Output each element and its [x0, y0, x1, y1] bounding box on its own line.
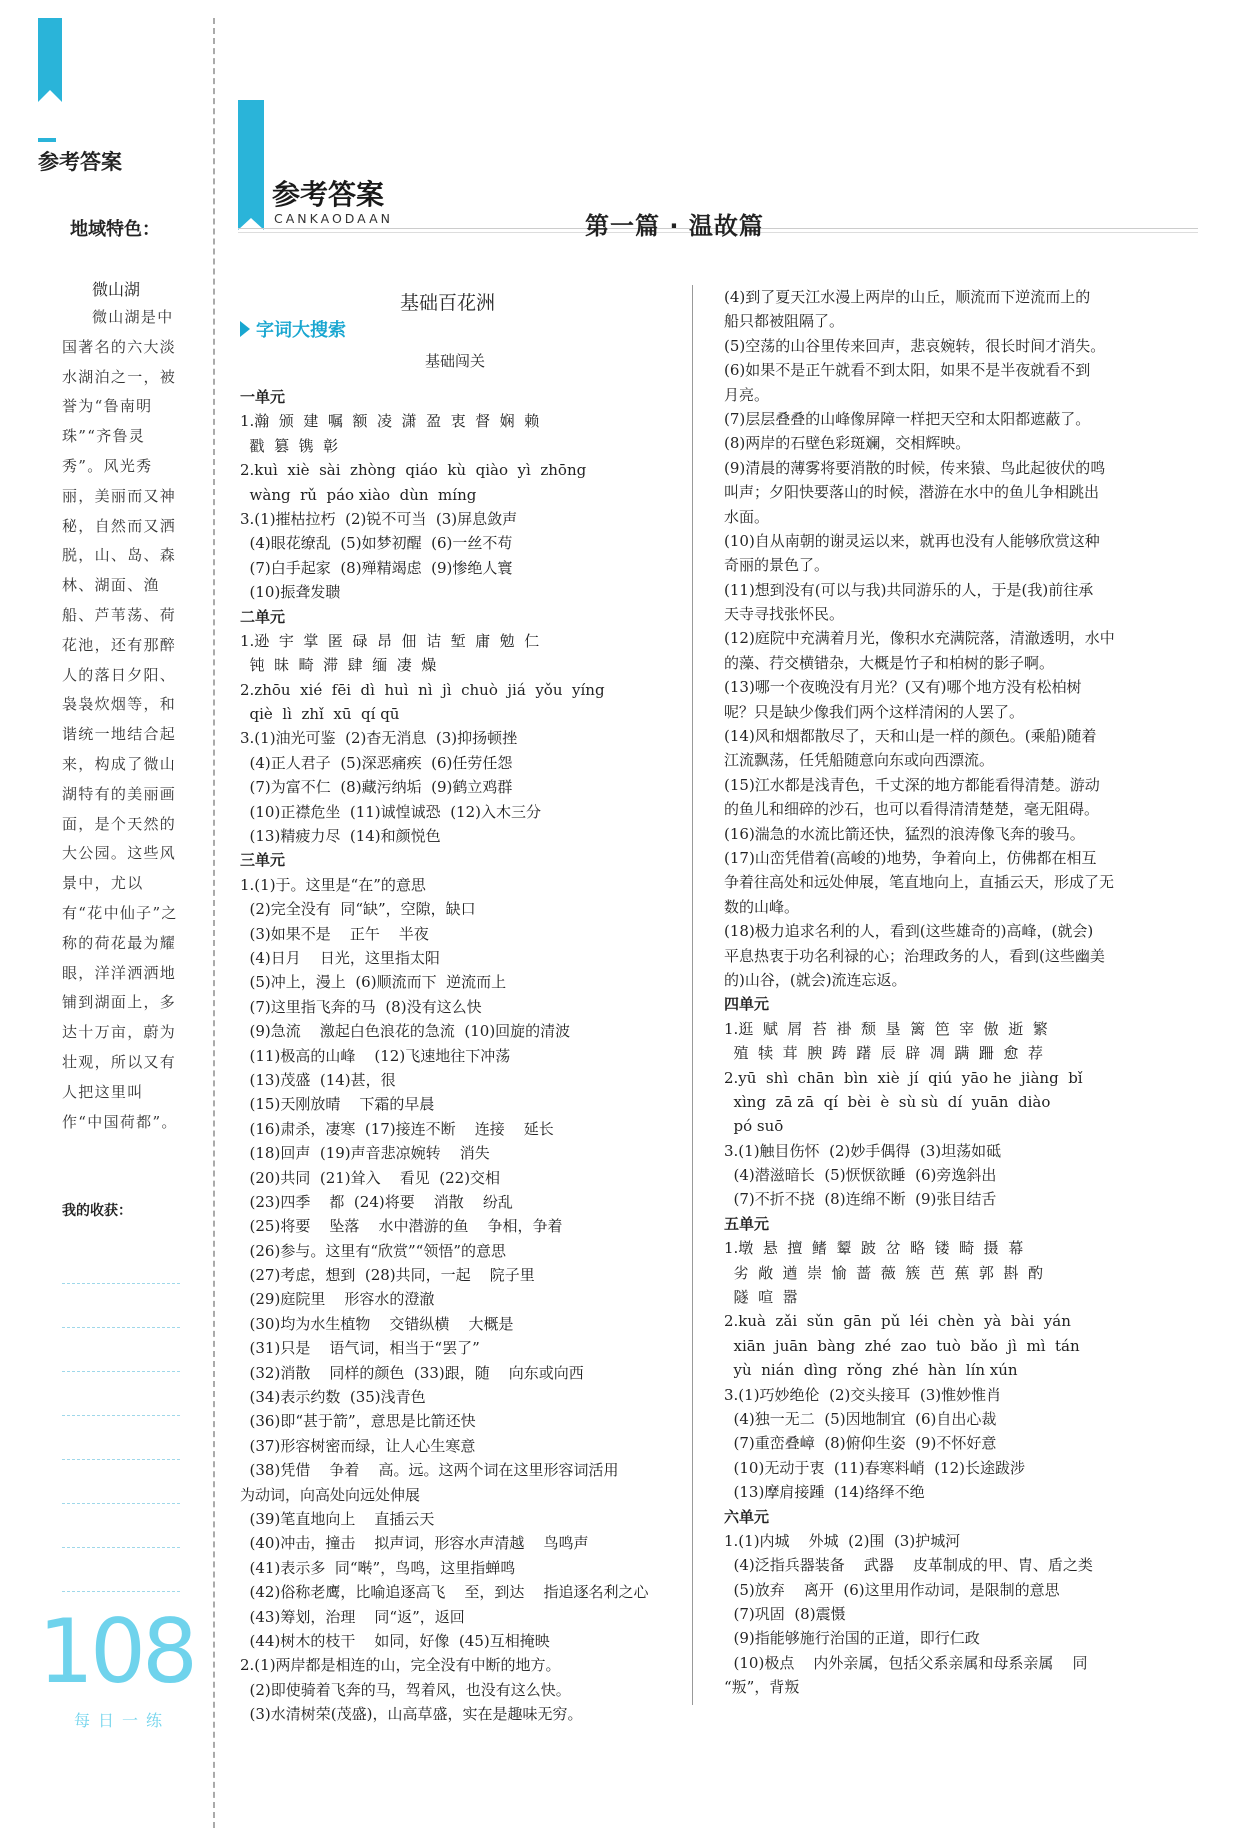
answer-line: 江流飘荡，任凭船随意向东或向西漂流。	[724, 751, 995, 770]
answer-line: (20)共同 (21)耸入 看见 (22)交相	[240, 1168, 501, 1187]
answer-line: (9)指能够施行治国的正道，即行仁政	[724, 1629, 980, 1648]
answer-line: (9)清晨的薄雾将要消散的时候，传来猿、鸟此起彼伏的鸣	[724, 458, 1106, 477]
answer-line: 戳 篡 镌 彰	[240, 436, 339, 455]
answer-line: xìng zā zā qí bèi è sù sù dí yuān diào	[724, 1092, 1051, 1111]
answer-line: (43)筹划，治理 同“返”，返回	[240, 1607, 465, 1626]
answer-line: 殖 犊 茸 腴 踌 躇 辰 辟 凋 蹒 跚 愈 荐	[724, 1044, 1043, 1063]
answer-line: (3)水清树荣(茂盛)，山高草盛，实在是趣味无穷。	[240, 1705, 583, 1724]
answer-line: (5)放弃 离开 (6)这里用作动词，是限制的意思	[724, 1580, 1060, 1599]
answer-line: “叛”，背叛	[724, 1678, 800, 1697]
answer-line: 1.逛 赋 屑 苔 褂 颓 垦 篱 笆 宰 傲 逝 繁	[724, 1019, 1048, 1038]
answer-line: (13)哪一个夜晚没有月光？(又有)哪个地方没有松柏树	[724, 678, 1082, 697]
answer-line: (9)急流 激起白色浪花的急流 (10)回旋的清波	[240, 1022, 571, 1041]
lake-description: 微山湖是中国著名的六大淡水湖泊之一，被誉为“鲁南明珠”“齐鲁灵秀”。风光秀丽，美丽而又神秘，自然而又洒脱，山、岛、森林、湖面、渔船、芦苇荡、荷花池，还有那醉人的落日夕阳、袅袅炊烟等，和谐统一地结合起来，构成了微山湖特有的美丽画面，是个天然的大公园。这些风景中，尤以有“花中仙子”之称的荷花最为耀眼，洋洋洒洒地铺到湖面上，多达十万亩，蔚为壮观，所以又有人把这里叫作“中国荷都”。	[62, 308, 178, 1131]
answer-line: 争着往高处和远处伸展，笔直地向上，直插云天，形成了无	[724, 873, 1115, 892]
answer-line: 3.(1)摧枯拉朽 (2)锐不可当 (3)屏息敛声	[240, 509, 518, 528]
category-tag: 字词大搜索	[240, 316, 346, 342]
answer-line: (40)冲击，撞击 拟声词，形容水声清越 鸟鸣声	[240, 1534, 589, 1553]
answer-line: (27)考虑，想到 (28)共同，一起 院子里	[240, 1266, 535, 1285]
answer-line: 1.逊 宇 掌 匿 碌 昂 佃 诘 堑 庸 勉 仁	[240, 631, 540, 650]
answer-line: (16)肃杀，凄寒 (17)接连不断 连接 延长	[240, 1119, 554, 1138]
answer-line: pó suō	[724, 1117, 784, 1136]
answer-line: (13)精疲力尽 (14)和颜悦色	[240, 827, 441, 846]
answer-line: 2.kuì xiè sài zhòng qiáo kù qiào yì zhōng	[240, 461, 587, 480]
sidebar-accent-bar	[38, 18, 62, 90]
answer-line: (7)重峦叠嶂 (8)俯仰生姿 (9)不怀好意	[724, 1434, 997, 1453]
answer-line: qiè lì zhǐ xū qí qū	[240, 705, 400, 724]
answer-line: 3.(1)触目伤怀 (2)妙手偶得 (3)坦荡如砥	[724, 1141, 1002, 1160]
answer-line: (18)极力追求名利的人，看到(这些雄奇的)高峰，(就会)	[724, 922, 1094, 941]
content-heading: 基础百花洲	[400, 292, 496, 314]
daily-practice-label: 每日一练	[74, 1711, 171, 1730]
answer-line: (10)自从南朝的谢灵运以来，就再也没有人能够欣赏这种	[724, 531, 1100, 550]
region-label: 地域特色：	[70, 219, 160, 240]
answer-line: (2)完全没有 同“缺”，空隙，缺口	[240, 900, 476, 919]
answer-line: (36)即“甚于箭”，意思是比箭还快	[240, 1412, 476, 1431]
answer-line: (3)如果不是 正午 半夜	[240, 924, 429, 943]
answer-line: (4)独一无二 (5)因地制宜 (6)自出心裁	[724, 1409, 997, 1428]
answer-line: (4)潜滋暗长 (5)恹恹欲睡 (6)旁逸斜出	[724, 1166, 997, 1185]
answer-line: (10)无动于衷 (11)春寒料峭 (12)长途跋涉	[724, 1458, 1025, 1477]
answer-line: 1.(1)于。这里是“在”的意思	[240, 875, 426, 894]
harvest-writing-lines	[62, 1240, 180, 1592]
answer-line: (37)形容树密而绿，让人心生寒意	[240, 1436, 476, 1455]
sidebar	[0, 0, 215, 1839]
answer-line: (25)将要 坠落 水中潜游的鱼 争相，争着	[240, 1217, 563, 1236]
answer-line: (44)树木的枝干 如同，好像 (45)互相掩映	[240, 1631, 550, 1650]
answer-line: (26)参与。这里有“欣赏”“领悟”的意思	[240, 1241, 507, 1260]
answer-line: 2.yū shì chān bìn xiè jí qiú yāo he jiàng bǐ	[724, 1068, 1083, 1087]
answer-line: (14)风和烟都散尽了，天和山是一样的颜色。(乘船)随着	[724, 727, 1097, 746]
answer-line: (4)眼花缭乱 (5)如梦初醒 (6)一丝不苟	[240, 534, 513, 553]
answer-line: 的)山谷，(就会)流连忘返。	[724, 970, 907, 989]
answer-line: (8)两岸的石壁色彩斑斓，交相辉映。	[724, 434, 971, 453]
answer-line: (7)巩固 (8)震慑	[724, 1605, 846, 1624]
answer-line: (39)笔直地向上 直插云天	[240, 1509, 435, 1528]
answer-column-left	[240, 385, 648, 1726]
answer-line: 的鱼儿和细碎的沙石，也可以看得清清楚楚，毫无阻碍。	[724, 800, 1100, 819]
column-divider	[692, 285, 693, 1705]
answer-line: wàng rǔ páo xiào dùn míng	[240, 485, 477, 504]
answer-line: 船只都被阻隔了。	[724, 312, 845, 331]
answer-line: (4)正人君子 (5)深恶痛疾 (6)任劳任怨	[240, 753, 513, 772]
answer-line: 平息热衷于功名利禄的心；治理政务的人，看到(这些幽美	[724, 946, 1105, 965]
header-accent-bar	[238, 100, 264, 218]
answer-line: 2.zhōu xié fēi dì huì nì jì chuò jiá yǒu yíng	[240, 680, 605, 699]
lake-title: 微山湖	[92, 280, 141, 299]
answer-line: 劣 敞 遒 崇 愉 蔷 薇 簇 芭 蕉 郭 斟 酌	[724, 1263, 1043, 1282]
binding-dashed-line	[213, 18, 215, 1828]
answer-line: yù nián dìng rǒng zhé hàn lín xún	[724, 1361, 1018, 1380]
answer-line: (15)江水都是浅青色，千丈深的地方都能看得清楚。游动	[724, 775, 1100, 794]
answer-line: 1.瀚 颁 建 嘱 额 凌 潇 盈 衷 督 娴 赖	[240, 412, 540, 431]
answer-line: (15)天刚放晴 下霜的早晨	[240, 1095, 435, 1114]
page-number: 108	[38, 1600, 194, 1703]
answer-line: (32)消散 同样的颜色 (33)跟，随 向东或向西	[240, 1363, 584, 1382]
answer-line: 的藻、荇交横错杂，大概是竹子和柏树的影子啊。	[724, 653, 1055, 672]
answer-line: (30)均为水生植物 交错纵横 大概是	[240, 1314, 514, 1333]
answer-line: (7)白手起家 (8)殚精竭虑 (9)惨绝人寰	[240, 558, 513, 577]
answer-line: (13)摩肩接踵 (14)络绎不绝	[724, 1483, 925, 1502]
harvest-label: 我的收获：	[62, 1203, 132, 1219]
answer-line: 钝 昧 畸 滞 肆 缅 凄 燥	[240, 656, 437, 675]
answer-line: (7)层层叠叠的山峰像屏障一样把天空和太阳都遮蔽了。	[724, 409, 1091, 428]
answer-line: (4)泛指兵器装备 武器 皮革制成的甲、胄、盾之类	[724, 1556, 1093, 1575]
answer-line: (11)极高的山峰 (12)飞速地往下冲荡	[240, 1046, 511, 1065]
answer-line: 2.kuà zǎi sǔn gān pǔ léi chèn yà bài yán	[724, 1312, 1071, 1331]
answer-line: (12)庭院中充满着月光，像积水充满院落，清澈透明，水中	[724, 629, 1115, 648]
answer-line: 2.(1)两岸都是相连的山，完全没有中断的地方。	[240, 1656, 561, 1675]
answer-line: 三单元	[240, 851, 286, 870]
answer-line: (2)即使骑着飞奔的马，驾着风，也没有这么快。	[240, 1680, 571, 1699]
answer-line: 为动词，向高处向远处伸展	[240, 1485, 421, 1504]
answer-line: (31)只是 语气词，相当于“罢了”	[240, 1339, 480, 1358]
answer-line: (41)表示多 同“啭”，鸟鸣，这里指蝉鸣	[240, 1558, 516, 1577]
section-title: 第一篇 · 温故篇	[585, 212, 764, 240]
answer-line: 1.墩 悬 擅 鳍 颦 跛 岔 略 镂 畸 摄 幕	[724, 1239, 1024, 1258]
header-title: 参考答案	[272, 178, 385, 211]
answer-line: (29)庭院里 形容水的澄澈	[240, 1290, 435, 1309]
answer-line: 水面。	[724, 507, 770, 526]
answer-line: (18)回声 (19)声音悲凉婉转 消失	[240, 1144, 490, 1163]
answer-line: (4)到了夏天江水漫上两岸的山丘，顺流而下逆流而上的	[724, 288, 1091, 306]
sidebar-title: 参考答案	[38, 150, 122, 174]
header-subtitle: CANKAODAAN	[274, 211, 393, 226]
answer-line: 3.(1)巧妙绝伦 (2)交头接耳 (3)惟妙惟肖	[724, 1385, 1002, 1404]
answer-line: 1.(1)内城 外城 (2)围 (3)护城河	[724, 1531, 961, 1550]
answer-line: (10)极点 内外亲属，包括父系亲属和母系亲属 同	[724, 1653, 1088, 1672]
answer-line: 二单元	[240, 607, 286, 626]
answer-column-right	[724, 285, 1115, 1700]
answer-line: (10)正襟危坐 (11)诚惶诚恐 (12)入木三分	[240, 802, 541, 821]
answer-line: 月亮。	[724, 385, 770, 404]
answer-line: (7)这里指飞奔的马 (8)没有这么快	[240, 997, 482, 1016]
answer-line: (17)山峦凭借着(高峻的)地势，争着向上，仿佛都在相互	[724, 848, 1097, 867]
answer-line: (6)如果不是正午就看不到太阳，如果不是半夜就看不到	[724, 361, 1091, 380]
answer-line: 隧 喧 嚣	[724, 1288, 798, 1307]
answer-line: (11)想到没有(可以与我)共同游乐的人，于是(我)前往承	[724, 580, 1094, 599]
answer-line: (38)凭借 争着 高。远。这两个词在这里形容词活用	[240, 1461, 619, 1480]
answer-line: (16)湍急的水流比箭还快，猛烈的浪涛像飞奔的骏马。	[724, 824, 1085, 843]
answer-line: 数的山峰。	[724, 897, 800, 916]
answer-line: (7)为富不仁 (8)藏污纳垢 (9)鹤立鸡群	[240, 778, 513, 797]
answer-line: (5)冲上，漫上 (6)顺流而下 逆流而上	[240, 973, 507, 992]
answer-line: (10)振聋发聩	[240, 583, 341, 602]
sidebar-dash	[38, 138, 56, 142]
answer-line: (34)表示约数 (35)浅青色	[240, 1388, 426, 1407]
answer-line: 六单元	[724, 1507, 770, 1526]
answer-line: 呢？只是缺少像我们两个这样清闲的人罢了。	[724, 702, 1025, 721]
answer-line: 五单元	[724, 1214, 770, 1233]
answer-line: (7)不折不挠 (8)连绵不断 (9)张目结舌	[724, 1190, 997, 1209]
answer-line: (4)日月 日光，这里指太阳	[240, 948, 440, 967]
answer-line: 一单元	[240, 388, 286, 406]
answer-line: xiān juān bàng zhé zao tuò bǎo jì mì tán	[724, 1336, 1080, 1355]
answer-line: (13)茂盛 (14)甚，很	[240, 1070, 396, 1089]
answer-line: (42)俗称老鹰，比喻追逐高飞 至，到达 指追逐名利之心	[240, 1583, 649, 1602]
answer-line: 叫声；夕阳快要落山的时候，潜游在水中的鱼儿争相跳出	[724, 483, 1100, 502]
content-subheading: 基础闯关	[425, 352, 486, 370]
answer-line: (5)空荡的山谷里传来回声，悲哀婉转，很长时间才消失。	[724, 336, 1106, 355]
answer-line: 3.(1)油光可鉴 (2)杳无消息 (3)抑扬顿挫	[240, 729, 518, 748]
answer-line: (23)四季 都 (24)将要 消散 纷乱	[240, 1192, 513, 1211]
answer-line: 奇丽的景色了。	[724, 556, 830, 575]
answer-line: 天寺寻找张怀民。	[724, 605, 845, 624]
answer-line: 四单元	[724, 995, 770, 1014]
